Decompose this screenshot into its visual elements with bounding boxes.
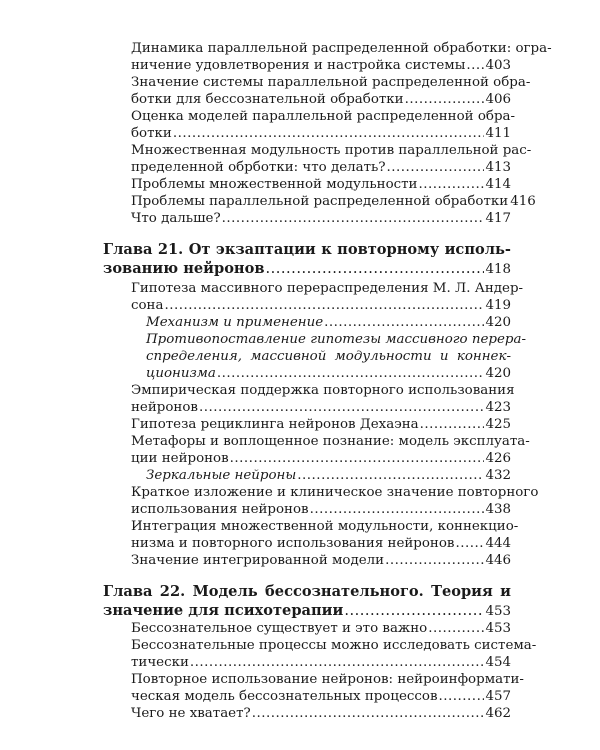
toc-entry-line: Эмпирическая поддержка повторного использования bbox=[131, 383, 515, 398]
leader-dots bbox=[439, 688, 485, 705]
chapter-heading-line: Глава 22. Модель бессознательного. Теория и bbox=[103, 583, 511, 600]
page-number: 462 bbox=[485, 706, 511, 721]
toc-entry-metaphors[interactable] bbox=[131, 433, 530, 467]
toc-entry-title: Зеркальные нейроны bbox=[146, 468, 297, 483]
page-number: 417 bbox=[485, 211, 511, 226]
toc-entry-pdp-meaning[interactable] bbox=[131, 74, 531, 108]
toc-entry-line: Гипотеза массивного перераспределения М. Л. Андер- bbox=[131, 281, 524, 296]
toc-entry-integration[interactable] bbox=[131, 518, 519, 552]
page-number: 425 bbox=[485, 417, 511, 432]
toc-entry-anderson-hypothesis[interactable] bbox=[131, 280, 524, 314]
toc-entry-title: Значение интегрированной модели bbox=[131, 553, 385, 568]
leader-dots bbox=[385, 552, 484, 569]
page-number: 453 bbox=[485, 604, 511, 619]
leader-dots bbox=[173, 125, 485, 142]
toc-entry-title: ничение удовлетворения и настройка системы bbox=[131, 58, 466, 73]
toc-entry-title: ботки для бессознательной обработки bbox=[131, 92, 404, 107]
page-number: 418 bbox=[485, 262, 511, 277]
page-number: 444 bbox=[485, 536, 511, 551]
toc-subentry-mechanism[interactable] bbox=[146, 314, 511, 331]
page-number: 432 bbox=[485, 468, 511, 483]
toc-entry-title: тически bbox=[131, 655, 189, 670]
toc-subentry-mirror-neurons[interactable] bbox=[146, 467, 511, 484]
page-number: 454 bbox=[485, 655, 511, 670]
chapter-22-heading[interactable] bbox=[103, 582, 511, 621]
toc-entry-title: ботки bbox=[131, 126, 172, 141]
toc-entry-line: Интеграция множественной модульности, коннекцио- bbox=[131, 519, 519, 534]
toc-entry-title: ции нейронов bbox=[131, 451, 229, 466]
toc-entry-line: Краткое изложение и клиническое значение повторного bbox=[131, 485, 539, 500]
toc-entry-title: нейронов bbox=[131, 400, 198, 415]
page-number: 414 bbox=[485, 177, 511, 192]
page-number: 420 bbox=[485, 315, 511, 330]
toc-entry-summary-clinical[interactable] bbox=[131, 484, 539, 518]
toc-entry-title: Проблемы множественной модульности bbox=[131, 177, 418, 192]
page-number: 453 bbox=[485, 621, 511, 636]
toc-entry-title: ческая модель бессознательных процессов bbox=[131, 689, 438, 704]
leader-dots bbox=[466, 57, 484, 74]
toc-entry-line: Бессознательные процессы можно исследовать система- bbox=[131, 638, 537, 653]
toc-entry-line: Повторное использование нейронов: нейроинформати- bbox=[131, 672, 524, 687]
toc-entry-pdp-evaluation[interactable] bbox=[131, 108, 516, 142]
leader-dots bbox=[455, 535, 484, 552]
toc-entry-whats-next[interactable] bbox=[131, 210, 511, 227]
toc-entry-integrated-model[interactable] bbox=[131, 552, 511, 569]
toc-entry-empirical-support[interactable] bbox=[131, 382, 515, 416]
toc-entry-line: Метафоры и воплощенное познание: модель эксплуата- bbox=[131, 434, 530, 449]
toc-entry-title: сона bbox=[131, 298, 164, 313]
page-number: 419 bbox=[485, 298, 511, 313]
toc-entry-title: ционизма bbox=[146, 366, 216, 381]
leader-dots bbox=[265, 259, 484, 278]
toc-entry-title: Что дальше? bbox=[131, 211, 221, 226]
toc-entry-title: Бессознательное существует и это важно bbox=[131, 621, 428, 636]
toc-entry-line: Динамика параллельной распределенной обработки: огра- bbox=[131, 41, 552, 56]
chapter-heading-title: зованию нейронов bbox=[103, 260, 265, 277]
page-number: 446 bbox=[485, 553, 511, 568]
leader-dots bbox=[217, 365, 485, 382]
toc-entry-title: использования нейронов bbox=[131, 502, 309, 517]
leader-dots bbox=[344, 601, 484, 620]
toc-entry-line: Множественная модульность против параллельной рас- bbox=[131, 143, 532, 158]
toc-entry-neuroinformatic-model[interactable] bbox=[131, 671, 524, 705]
toc-entry-systematic-study[interactable] bbox=[131, 637, 537, 671]
chapter-21-heading[interactable] bbox=[103, 240, 511, 279]
toc-entry-line: Оценка моделей параллельной распределенной обра- bbox=[131, 109, 516, 124]
leader-dots bbox=[252, 705, 485, 722]
toc-subentry-opposition[interactable] bbox=[146, 331, 526, 382]
leader-dots bbox=[199, 399, 485, 416]
leader-dots bbox=[297, 467, 484, 484]
toc-entry-title: пределенной обрботки: что делать? bbox=[131, 160, 386, 175]
leader-dots bbox=[428, 620, 484, 637]
toc-entry-modularity-vs-pdp[interactable] bbox=[131, 142, 532, 176]
page-number: 411 bbox=[485, 126, 511, 141]
page-number: 457 bbox=[485, 689, 511, 704]
page-number: 426 bbox=[485, 451, 511, 466]
leader-dots bbox=[190, 654, 485, 671]
chapter-heading-title: значение для психотерапии bbox=[103, 602, 344, 619]
toc-entry-line: Значение системы параллельной распределенной обра- bbox=[131, 75, 531, 90]
page-number: 438 bbox=[485, 502, 511, 517]
leader-dots bbox=[222, 210, 485, 227]
leader-dots bbox=[324, 314, 484, 331]
toc-entry-pdp-problems[interactable] bbox=[131, 193, 536, 210]
toc-entry-dehaene-recycling[interactable] bbox=[131, 416, 511, 433]
toc-entry-whats-missing[interactable] bbox=[131, 705, 511, 722]
toc-entry-unconscious-exists[interactable] bbox=[131, 620, 511, 637]
page-number: 423 bbox=[485, 400, 511, 415]
page-number: 406 bbox=[485, 92, 511, 107]
toc-entry-title: Проблемы параллельной распределенной обработки bbox=[131, 194, 509, 209]
toc-entry-line: Противопоставление гипотезы массивного перера- bbox=[146, 332, 526, 347]
leader-dots bbox=[387, 159, 485, 176]
leader-dots bbox=[405, 91, 485, 108]
toc-entry-modularity-problems[interactable] bbox=[131, 176, 511, 193]
toc-entry-title: Механизм и применение bbox=[146, 315, 324, 330]
toc-entry-title: низма и повторного использования нейронов bbox=[131, 536, 455, 551]
leader-dots bbox=[420, 416, 485, 433]
chapter-heading-line: Глава 21. От экзаптации к повторному исполь- bbox=[103, 241, 511, 258]
leader-dots bbox=[310, 501, 485, 518]
toc-entry-line: спределения, массивной модульности и коннек- bbox=[146, 349, 511, 364]
toc-entry-dynamics[interactable] bbox=[131, 40, 552, 74]
toc-entry-title: Гипотеза рециклинга нейронов Дехаэна bbox=[131, 417, 419, 432]
leader-dots bbox=[164, 297, 484, 314]
page-number: 413 bbox=[485, 160, 511, 175]
leader-dots bbox=[230, 450, 485, 467]
leader-dots bbox=[418, 176, 484, 193]
toc-entry-title: Чего не хватает? bbox=[131, 706, 251, 721]
page-number: 420 bbox=[485, 366, 511, 381]
page-number: 403 bbox=[485, 58, 511, 73]
page-number: 416 bbox=[510, 194, 536, 209]
